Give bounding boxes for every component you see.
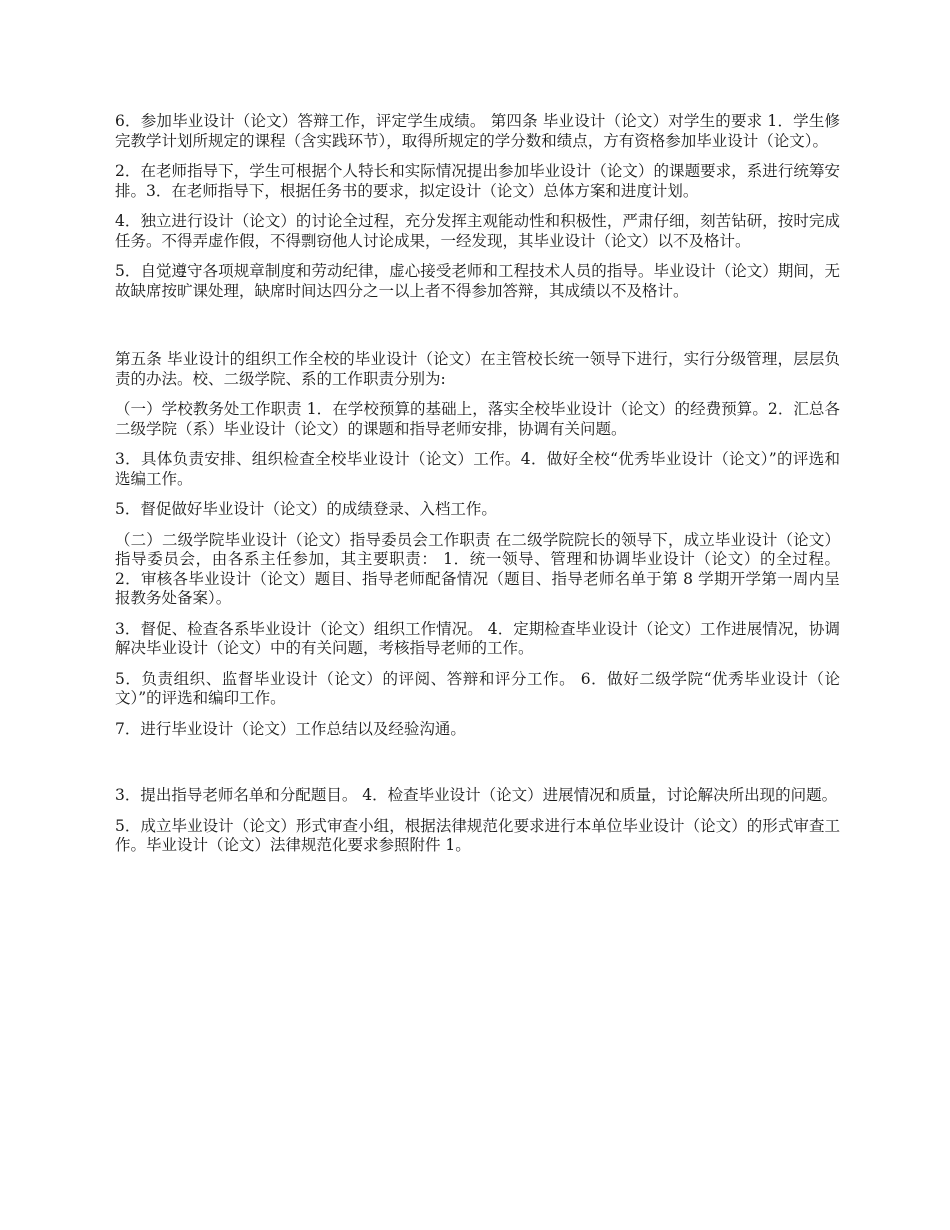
paragraph-2: 2．在老师指导下，学生可根据个人特长和实际情况提出参加毕业设计（论文）的课题要求，系进行统筹安排。3．在老师指导下，根据任务书的要求，拟定设计（论文）总体方案和进度计划。 bbox=[115, 162, 840, 200]
paragraph-3: 4．独立进行设计（论文）的讨论全过程，充分发挥主观能动性和积极性，严肃仔细，刻苦钻研，按时完成任务。不得弄虚作假，不得剽窃他人讨论成果，一经发现，其毕业设计（论文）以不及格计。 bbox=[115, 212, 840, 250]
paragraph-4: 5．自觉遵守各项规章制度和劳动纪律，虚心接受老师和工程技术人员的指导。毕业设计（论文）期间，无故缺席按旷课处理，缺席时间达四分之一以上者不得参加答辩，其成绩以不及格计。 bbox=[115, 262, 840, 300]
paragraph-8: 5．督促做好毕业设计（论文）的成绩登录、入档工作。 bbox=[115, 500, 497, 518]
paragraph-14: 5．成立毕业设计（论文）形式审查小组，根据法律规范化要求进行本单位毕业设计（论文）的形式审查工作。毕业设计（论文）法律规范化要求参照附件 1。 bbox=[115, 816, 840, 854]
document-page bbox=[115, 112, 840, 867]
paragraph-10: 3．督促、检查各系毕业设计（论文）组织工作情况。 4．定期检查毕业设计（论文）工作进展情况，协调解决毕业设计（论文）中的有关问题，考核指导老师的工作。 bbox=[115, 619, 840, 657]
paragraph-9: （二）二级学院毕业设计（论文）指导委员会工作职责 在二级学院院长的领导下，成立毕业设计（论文）指导委员会，由各系主任参加，其主要职责： 1．统一领导、管理和协调毕业设计（论文）的全过程。 2．审核各毕业设计（论文）题目、指导老师配备情况（题目、指导老师名单于第 8 学期开学第一周内呈报教务处备案）。 bbox=[115, 530, 840, 607]
paragraph-6: （一）学校教务处工作职责 1．在学校预算的基础上，落实全校毕业设计（论文）的经费预算。2．汇总各二级学院（系）毕业设计（论文）的课题和指导老师安排，协调有关问题。 bbox=[115, 400, 840, 438]
paragraph-11: 5．负责组织、监督毕业设计（论文）的评阅、答辩和评分工作。 6．做好二级学院“优秀毕业设计（论文）”的评选和编印工作。 bbox=[115, 669, 840, 707]
paragraph-5: 第五条 毕业设计的组织工作全校的毕业设计（论文）在主管校长统一领导下进行，实行分级管理，层层负责的办法。校、二级学院、系的工作职责分别为: bbox=[115, 350, 840, 388]
paragraph-13: 3．提出指导老师名单和分配题目。 4．检查毕业设计（论文）进展情况和质量，讨论解决所出现的问题。 bbox=[115, 786, 838, 804]
section-gap bbox=[115, 312, 840, 350]
section-gap bbox=[115, 750, 840, 786]
paragraph-1: 6．参加毕业设计（论文）答辩工作，评定学生成绩。 第四条 毕业设计（论文）对学生的要求 1．学生修完教学计划所规定的课程（含实践环节），取得所规定的学分数和绩点，方有资格参加毕业设计（论文）。 bbox=[115, 112, 840, 150]
paragraph-12: 7．进行毕业设计（论文）工作总结以及经验沟通。 bbox=[115, 719, 466, 738]
paragraph-7: 3．具体负责安排、组织检查全校毕业设计（论文）工作。4．做好全校“优秀毕业设计（论文）”的评选和选编工作。 bbox=[115, 450, 840, 488]
